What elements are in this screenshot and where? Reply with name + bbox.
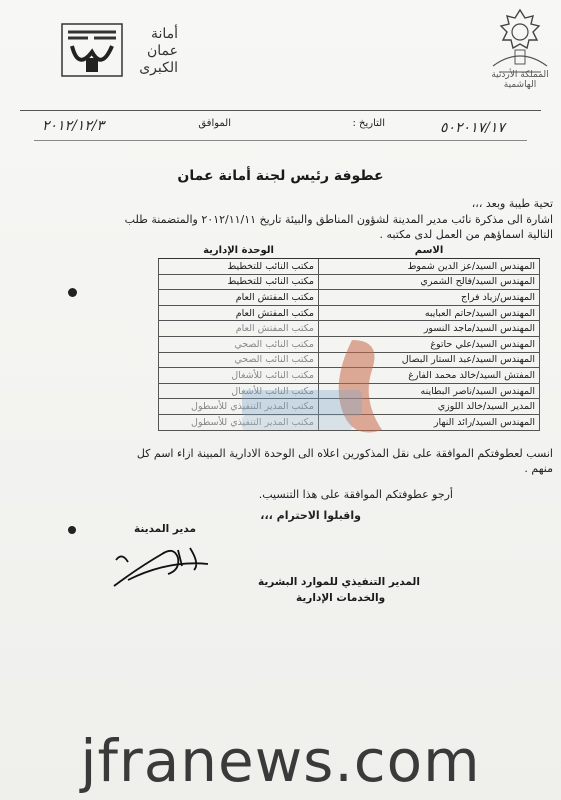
table-row: المهندس السيد/ماجد النسور مكتب المفتش العام — [159, 321, 540, 337]
amman-municipality-logo — [58, 22, 178, 82]
column-header-unit: الوحدة الإدارية — [159, 243, 319, 259]
handwritten-reference-number: ٥٠٢٠١٧/١٧ — [440, 120, 505, 136]
table-row: المهندس السيد/عبد الستار البصال مكتب النائب الصحي — [159, 352, 540, 368]
amman-logo-text: أمانة عمان الكبرى — [139, 26, 178, 76]
jordan-emblem-logo — [485, 6, 555, 90]
greeting: تحية طيبة وبعد ،،، — [471, 197, 553, 210]
date-divider — [34, 140, 527, 141]
request-paragraph-cont: منهم . — [524, 462, 553, 475]
emblem-caption: المملكة الأردنية الهاشمية — [491, 70, 549, 90]
closing-line: واقبلوا الاحترام ،،، — [260, 509, 361, 522]
hijri-label: الموافق — [198, 118, 231, 129]
addressee-title: عطوفة رئيس لجنة أمانة عمان — [177, 168, 384, 184]
table-row: المهندس/زياد فراج مكتب المفتش العام — [159, 290, 540, 306]
hr-director-title-cont: والخدمات الإدارية — [296, 592, 386, 604]
header-divider — [20, 110, 541, 111]
table-row: المهندس السيد/فالح الشمري مكتب النائب للتخطيط — [159, 274, 540, 290]
handwritten-signature — [108, 540, 218, 592]
table-row: المهندس السيد/ناصر البطاينه مكتب النائب للأشغال — [159, 383, 540, 399]
punch-hole-mark — [68, 526, 76, 534]
city-manager-label: مدير المدينة — [134, 523, 196, 535]
request-paragraph: انسب لعطوفتكم الموافقة على نقل المذكورين اعلاه الى الوحدة الادارية المبينة ازاء اسم كل — [136, 447, 553, 460]
watermark-logo — [232, 330, 412, 450]
column-header-name: الاسم — [319, 243, 540, 259]
punch-hole-mark — [68, 288, 77, 297]
intro-paragraph: اشارة الى مذكرة نائب مدير المدينة لشؤون المناطق والبيئة تاريخ ٢٠١٢/١١/١١ والمتضمنة طلب — [124, 213, 553, 226]
handwritten-hijri-date: ٢٠١٢/١٢/٣ — [42, 118, 105, 134]
hope-line: أرجو عطوفتكم الموافقة على هذا التنسيب. — [258, 488, 453, 501]
table-row: المفتش السيد/خالد محمد الفارغ مكتب النائب للأشغال — [159, 368, 540, 384]
footer-watermark-site: jfranews.com — [80, 727, 481, 795]
table-row: المهندس السيد/حاتم العبايبه مكتب المفتش العام — [159, 305, 540, 321]
table-row: المدير السيد/خالد اللوزي مكتب المدير التنفيذي للأسطول — [159, 399, 540, 415]
hr-director-title: المدير التنفيذي للموارد البشرية — [258, 576, 420, 588]
table-row: المهندس السيد/رائد النهار مكتب المدير التنفيذي للأسطول — [159, 414, 540, 430]
amman-logo-mark — [58, 22, 126, 80]
table-row: المهندس السيد/علي حاتوغ مكتب النائب الصحي — [159, 336, 540, 352]
intro-paragraph-cont: التالية اسماؤهم من العمل لدى مكتبه . — [379, 228, 553, 241]
date-label: التاريخ : — [352, 118, 385, 129]
table-row: المهندس السيد/عز الدين شموط مكتب النائب للتخطيط — [159, 259, 540, 275]
